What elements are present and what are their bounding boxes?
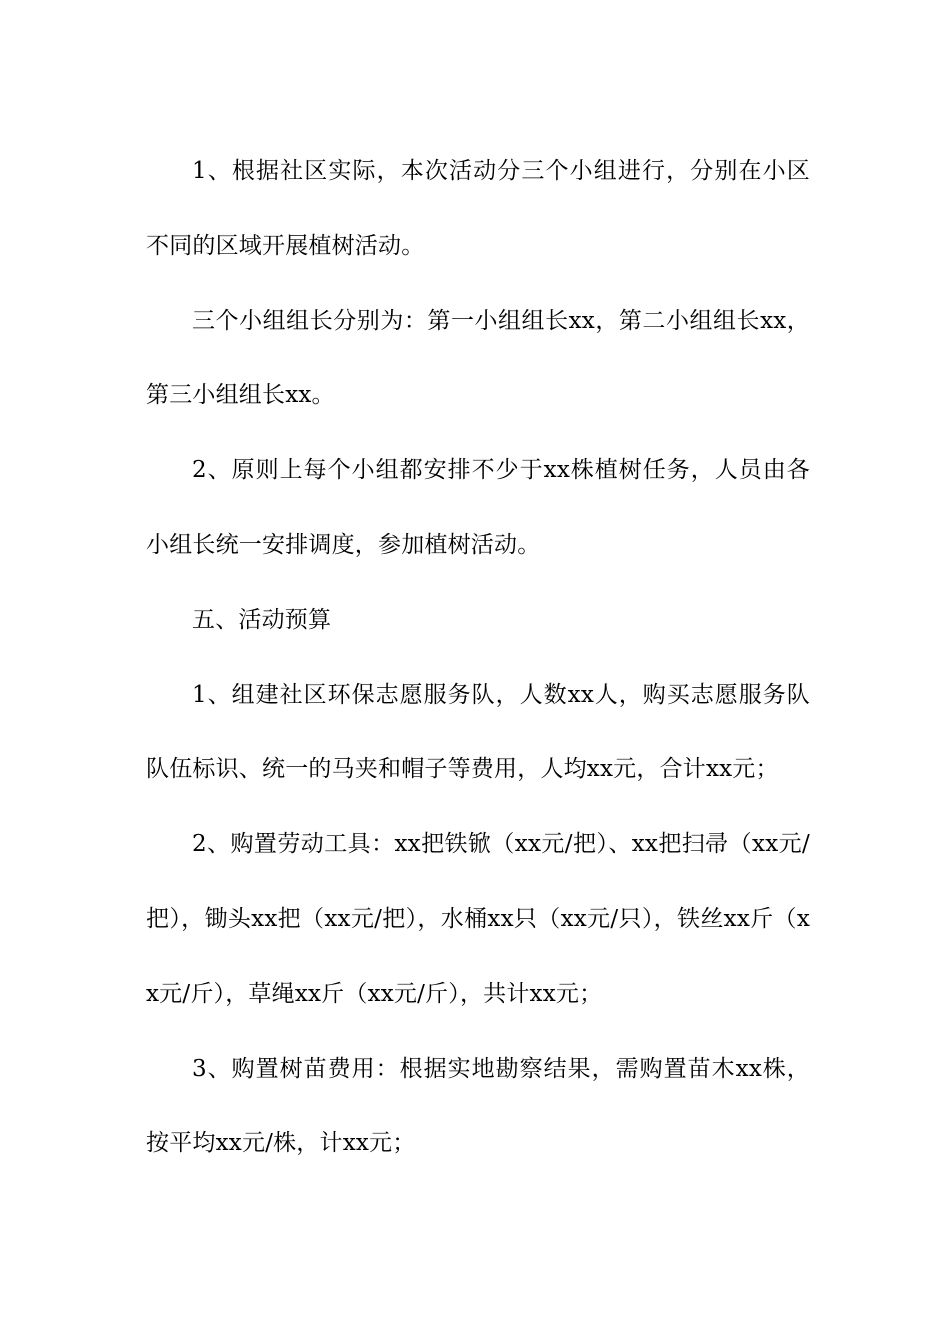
paragraph-planting-task: 2、原则上每个小组都安排不少于xx株植树任务，人员由各小组长统一安排调度，参加植树活动。 [146,457,810,558]
paragraph-group-division: 1、根据社区实际，本次活动分三个小组进行，分别在小区不同的区域开展植树活动。 [146,158,810,259]
paragraph-seedling-cost: 3、购置树苗费用：根据实地勘察结果，需购置苗木xx株，按平均xx元/株，计xx元； [146,1055,810,1157]
paragraph-tools-cost: 2、购置劳动工具：xx把铁锨（xx元/把）、xx把扫帚（xx元/把），锄头xx把（xx元/把），水桶xx只（xx元/只），铁丝xx斤（xx元/斤），草绳xx斤（xx元/斤），共计xx元； [146,831,810,1007]
section-heading-budget: 五、活动预算 [192,606,332,633]
paragraph-group-leaders: 三个小组组长分别为：第一小组组长xx，第二小组组长xx，第三小组组长xx。 [146,307,810,409]
paragraph-volunteer-team-cost: 1、组建社区环保志愿服务队，人数xx人，购买志愿服务队队伍标识、统一的马夹和帽子等费用，人均xx元，合计xx元； [146,681,810,783]
document-body [146,134,810,1181]
